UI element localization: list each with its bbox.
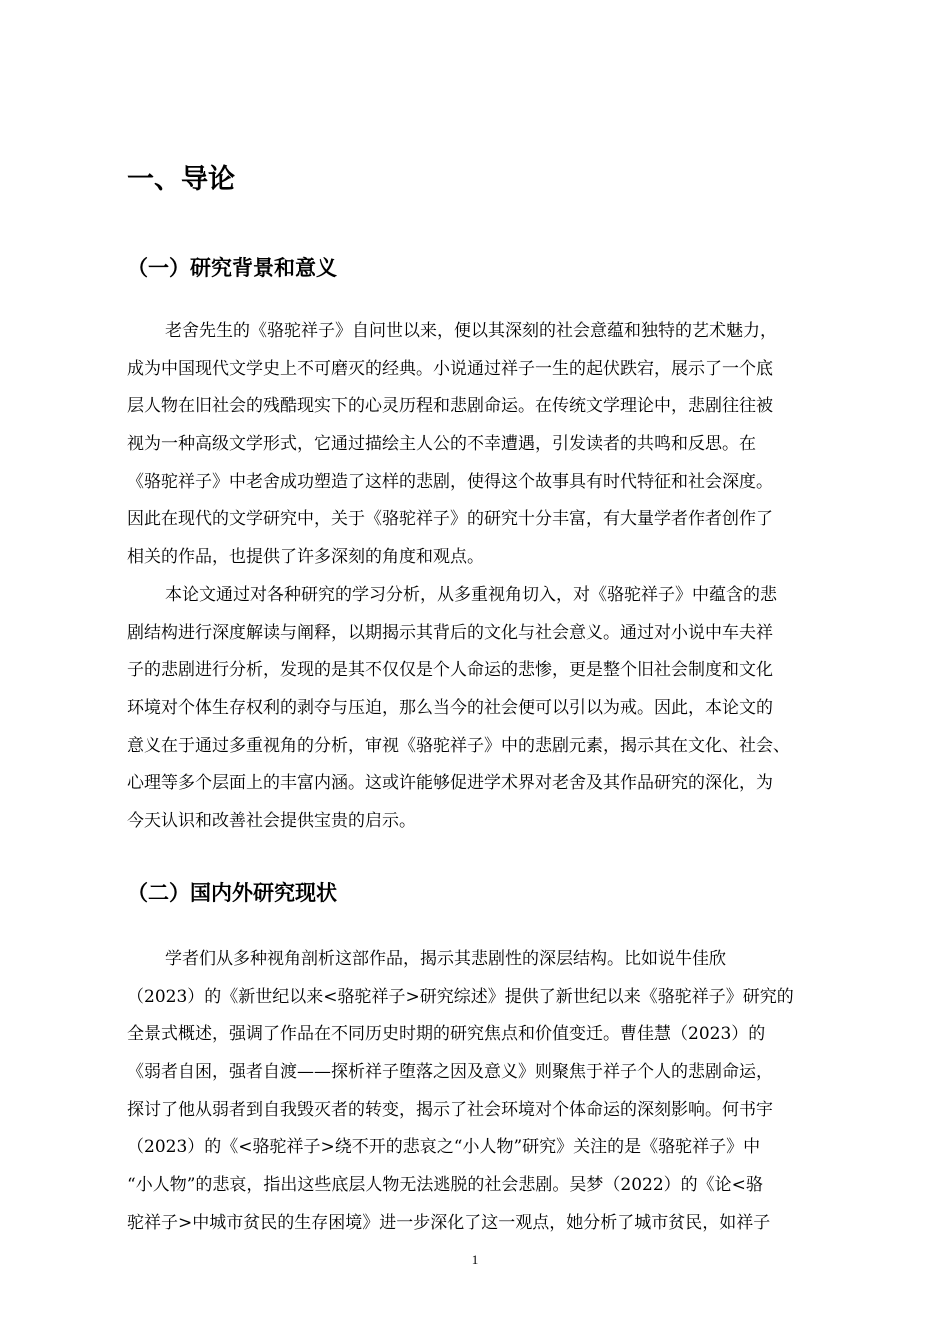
paragraph-line: 今天认识和改善社会提供宝贵的启示。: [127, 811, 416, 832]
paragraph-line: 《弱者自困，强者自渡——探析祥子堕落之因及意义》则聚焦于祥子个人的悲剧命运，: [127, 1062, 773, 1083]
paragraph-line: （2023）的《新世纪以来<骆驼祥子>研究综述》提供了新世纪以来《骆驼祥子》研究的: [127, 986, 794, 1007]
paragraph-line: 相关的作品，也提供了许多深刻的角度和观点。: [127, 547, 484, 568]
paragraph-line: 视为一种高级文学形式，它通过描绘主人公的不幸遭遇，引发读者的共鸣和反思。在: [127, 434, 756, 455]
page-number: 1: [471, 1252, 479, 1267]
paragraph-line: 层人物在旧社会的残酷现实下的心灵历程和悲剧命运。在传统文学理论中，悲剧往往被: [127, 396, 773, 417]
paragraph-line: 心理等多个层面上的丰富内涵。这或许能够促进学术界对老舍及其作品研究的深化，为: [127, 773, 773, 794]
paragraph-line: 学者们从多种视角剖析这部作品，揭示其悲剧性的深层结构。比如说牛佳欣: [165, 949, 726, 969]
paragraph-line: 探讨了他从弱者到自我毁灭者的转变，揭示了社会环境对个体命运的深刻影响。何书宇: [127, 1099, 773, 1120]
paragraph-line: 全景式概述，强调了作品在不同历史时期的研究焦点和价值变迁。曹佳慧（2023）的: [127, 1024, 766, 1045]
paragraph-line: 剧结构进行深度解读与阐释，以期揭示其背后的文化与社会意义。通过对小说中车夫祥: [127, 622, 773, 643]
paragraph-line: 驼祥子>中城市贫民的生存困境》进一步深化了这一观点，她分析了城市贫民，如祥子: [127, 1212, 771, 1233]
paragraph-line: 意义在于通过多重视角的分析，审视《骆驼祥子》中的悲剧元素，揭示其在文化、社会、: [127, 735, 790, 756]
paragraph-research-status: [127, 941, 857, 1243]
section-heading-research-status: （二）国内外研究现状: [127, 881, 337, 905]
paragraph-line: 老舍先生的《骆驼祥子》自问世以来，便以其深刻的社会意蕴和独特的艺术魅力，: [165, 321, 777, 341]
paragraph-line: “小人物”的悲哀，指出这些底层人物无法逃脱的社会悲剧。吴梦（2022）的《论<骆: [127, 1175, 763, 1196]
paragraph-line: 《骆驼祥子》中老舍成功塑造了这样的悲剧，使得这个故事具有时代特征和社会深度。: [127, 471, 773, 492]
section-heading-background: （一）研究背景和意义: [127, 256, 337, 280]
paragraph-significance: [127, 577, 857, 841]
paragraph-line: 成为中国现代文学史上不可磨灭的经典。小说通过祥子一生的起伏跌宕，展示了一个底: [127, 358, 773, 379]
paragraph-line: 环境对个体生存权利的剥夺与压迫，那么当今的社会便可以引以为戒。因此，本论文的: [127, 698, 773, 719]
paragraph-line: 本论文通过对各种研究的学习分析，从多重视角切入，对《骆驼祥子》中蕴含的悲: [165, 585, 777, 605]
paragraph-background: [127, 313, 857, 577]
chapter-heading: 一、导论: [127, 164, 235, 195]
paragraph-line: 因此在现代的文学研究中，关于《骆驼祥子》的研究十分丰富，有大量学者作者创作了: [127, 509, 773, 530]
paragraph-line: （2023）的《<骆驼祥子>绕不开的悲哀之“小人物”研究》关注的是《骆驼祥子》中: [127, 1137, 761, 1158]
paragraph-line: 子的悲剧进行分析，发现的是其不仅仅是个人命运的悲惨，更是整个旧社会制度和文化: [127, 660, 773, 681]
